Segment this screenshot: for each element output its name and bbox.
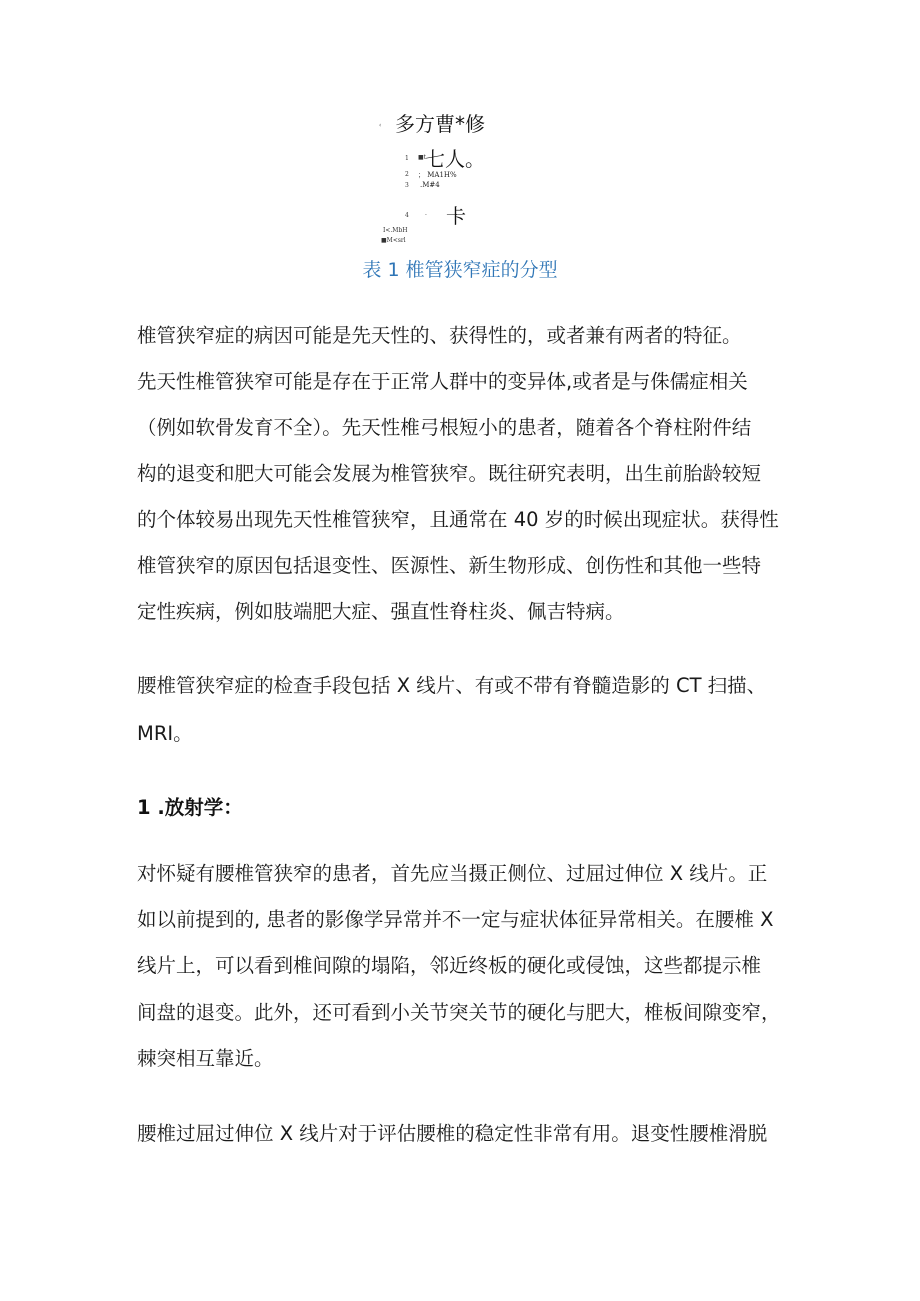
- text-line: 腰椎管狭窄症的检查手段包括 X 线片、有或不带有脊髓造影的 CT 扫描、: [137, 674, 767, 697]
- text-line: 定性疾病，例如肢端肥大症、强直性脊柱炎、佩吉特病。: [137, 600, 625, 623]
- text-line: 腰椎过屈过伸位 X 线片对于评估腰椎的稳定性非常有用。退变性腰椎滑脱: [137, 1122, 768, 1145]
- table-image-row-number: 1: [405, 155, 409, 162]
- table-image-marker: ■t: [418, 154, 427, 161]
- text-line: 椎管狭窄症的病因可能是先天性的、获得性的，或者兼有两者的特征。: [137, 324, 742, 347]
- text-line: 椎管狭窄的原因包括退变性、医源性、新生物形成、创伤性和其他一些特: [137, 554, 762, 577]
- text-line: 间盘的退变。此外，还可看到小关节突关节的硬化与肥大，椎板间隙变窄，: [137, 1001, 781, 1024]
- text-line: 的个体较易出现先天性椎管狭窄，且通常在 40 岁的时候出现症状。获得性: [137, 508, 779, 531]
- section-heading: 1 .放射学：: [137, 796, 243, 819]
- table-image-row-number: 4: [405, 212, 409, 219]
- table-image-row-number: 2: [405, 171, 409, 178]
- text-line: （例如软骨发育不全）。先天性椎弓根短小的患者，随着各个脊柱附件结: [137, 416, 752, 439]
- table-image-row-text: ； MA1H%: [418, 171, 457, 179]
- table-image-row-number: 3: [405, 182, 409, 189]
- table-image-row-text: 七人。: [425, 147, 485, 171]
- table-caption: 表 1 椎管狭窄症的分型: [362, 259, 558, 281]
- table-image-mark: ‹: [379, 122, 382, 129]
- text-line: 对怀疑有腰椎管狭窄的患者，首先应当摄正侧位、过屈过伸位 X 线片。正: [137, 862, 768, 885]
- table-image-row-text: .M#4: [420, 181, 440, 189]
- text-line: 线片上，可以看到椎间隙的塌陷，邻近终板的硬化或侵蚀，这些都提示椎: [137, 954, 762, 977]
- table-image-row-text: 卡: [446, 204, 466, 228]
- text-line: 构的退变和肥大可能会发展为椎管狭窄。既往研究表明，出生前胎龄较短: [137, 462, 762, 485]
- text-line: MRI。: [137, 722, 193, 745]
- text-line: 先天性椎管狭窄可能是存在于正常人群中的变异体,或者是与侏儒症相关: [137, 370, 748, 393]
- table-image-row-text: I<.MbH: [383, 227, 408, 234]
- table-image-dot: .: [425, 210, 427, 217]
- table-image-row-text: ■M<srl: [381, 237, 406, 244]
- table-image-title: 多方曹*修: [395, 112, 485, 136]
- text-line: 如以前提到的, 患者的影像学异常并不一定与症状体征异常相关。在腰椎 X: [137, 908, 774, 931]
- text-line: 棘突相互靠近。: [137, 1047, 274, 1070]
